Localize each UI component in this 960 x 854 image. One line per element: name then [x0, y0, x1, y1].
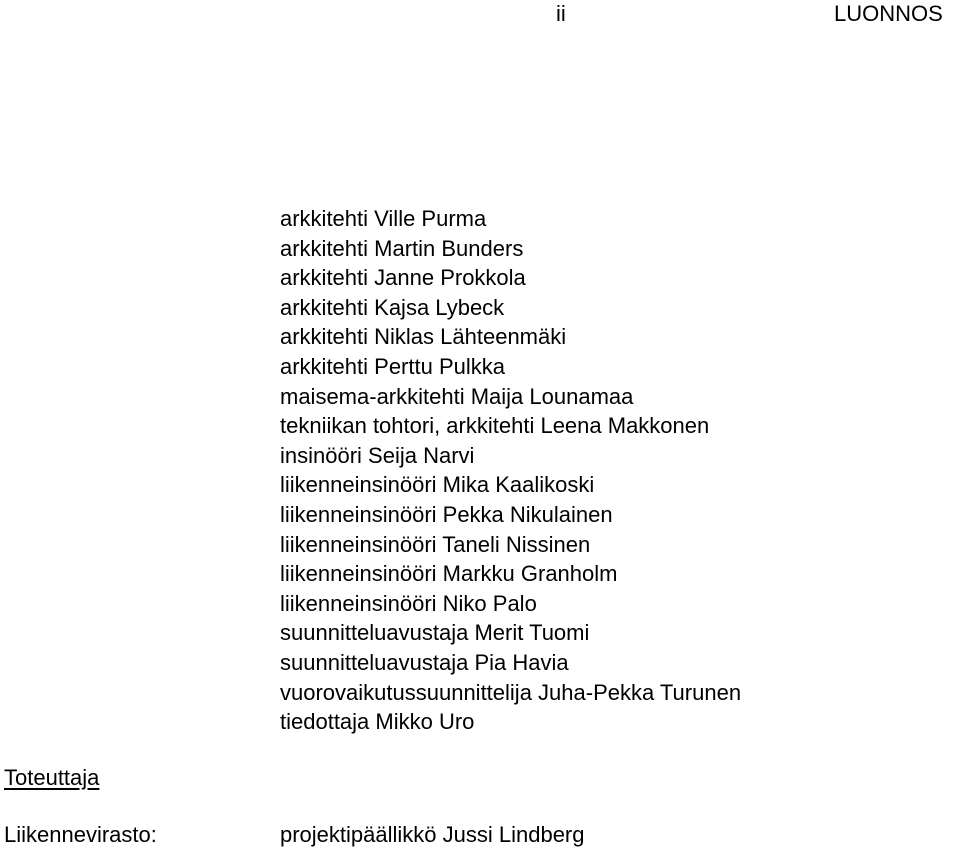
personnel-item: suunnitteluavustaja Pia Havia — [280, 649, 569, 675]
personnel-list — [280, 204, 741, 737]
implementer-heading: Toteuttaja — [4, 765, 100, 790]
draft-status-label: LUONNOS — [834, 1, 943, 26]
personnel-item: liikenneinsinööri Markku Granholm — [280, 561, 618, 587]
personnel-item: arkkitehti Niklas Lähteenmäki — [280, 324, 567, 350]
organization-label: Liikennevirasto: — [4, 822, 157, 847]
personnel-item: suunnitteluavustaja Merit Tuomi — [280, 620, 590, 646]
personnel-item: liikenneinsinööri Mika Kaalikoski — [280, 472, 595, 498]
personnel-item: liikenneinsinööri Pekka Nikulainen — [280, 501, 613, 527]
project-manager-name: projektipäällikkö Jussi Lindberg — [280, 822, 585, 847]
personnel-item: arkkitehti Perttu Pulkka — [280, 353, 505, 379]
personnel-item: arkkitehti Janne Prokkola — [280, 265, 526, 291]
personnel-item: arkkitehti Martin Bunders — [280, 235, 524, 261]
personnel-item: tekniikan tohtori, arkkitehti Leena Makkonen — [280, 413, 710, 439]
page-number: ii — [556, 1, 566, 26]
personnel-item: vuorovaikutussuunnittelija Juha-Pekka Turunen — [280, 679, 742, 705]
personnel-item: insinööri Seija Narvi — [280, 442, 475, 468]
personnel-item: liikenneinsinööri Niko Palo — [280, 590, 537, 616]
personnel-item: liikenneinsinööri Taneli Nissinen — [280, 531, 591, 557]
personnel-item: maisema-arkkitehti Maija Lounamaa — [280, 383, 634, 409]
personnel-item: arkkitehti Kajsa Lybeck — [280, 294, 505, 320]
personnel-item: tiedottaja Mikko Uro — [280, 709, 475, 735]
personnel-item: arkkitehti Ville Purma — [280, 206, 487, 231]
